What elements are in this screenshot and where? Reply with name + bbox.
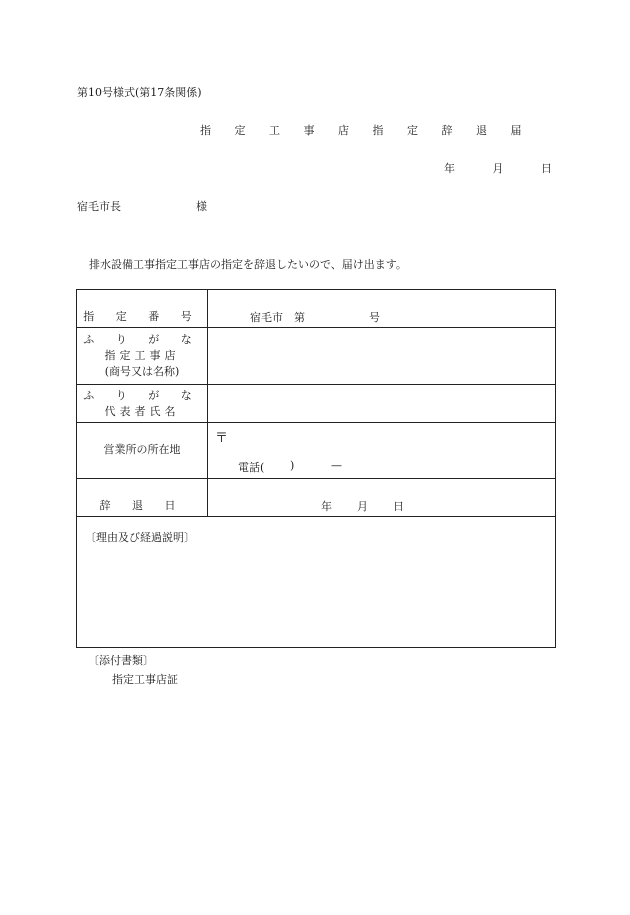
addressee [77,198,207,214]
attachments-heading: 〔添付書類〕 [88,654,154,667]
withdrawal-month-label: 月 [357,500,368,513]
designation-number-suffix: 号 [369,311,380,324]
row-divider [77,516,555,517]
designation-number-prefix: 宿毛市 第 [250,311,305,324]
day-label: 日 [541,162,552,175]
representative-field[interactable] [208,385,555,422]
representative-label: 代表者氏名 [104,405,180,418]
phone-dash: — [331,459,342,472]
statement-text: 排水設備工事指定工事店の指定を辞退したいので、届け出ます。 [89,258,407,271]
attachment-item: 指定工事店証 [112,673,178,686]
representative-furigana-label: ふ り が な [83,389,201,402]
row-divider [77,478,555,479]
contractor-furigana-label: ふ り が な [83,333,201,346]
reason-label: 〔理由及び経過説明〕 [85,531,195,544]
form-number: 第10号様式(第17条関係) [77,86,202,99]
month-label: 月 [492,162,504,175]
contractor-label: 指定工事店 [104,349,180,362]
contractor-sublabel: (商号又は名称) [104,365,180,378]
phone-label: 電話( [238,461,265,474]
office-address-label: 営業所の所在地 [103,443,181,456]
addressee-name: 宿毛市長 [77,200,121,213]
reason-field[interactable] [83,548,549,640]
withdrawal-day-label: 日 [393,500,404,513]
submission-date [444,160,552,176]
contractor-field[interactable] [208,328,555,384]
year-label: 年 [444,162,455,175]
form-table [76,289,556,648]
withdrawal-date-label: 辞 退 日 [99,499,185,512]
designation-number-field[interactable] [317,304,365,322]
office-address-field[interactable] [232,423,554,453]
withdrawal-year-label: 年 [321,500,332,513]
addressee-honorific: 様 [196,200,207,213]
phone-close-paren: ) [290,459,295,472]
postal-mark-icon: 〒 [215,431,229,446]
designation-number-label: 指 定 番 号 [83,310,201,323]
page-title: 指 定 工 事 店 指 定 辞 退 届 [200,124,532,137]
